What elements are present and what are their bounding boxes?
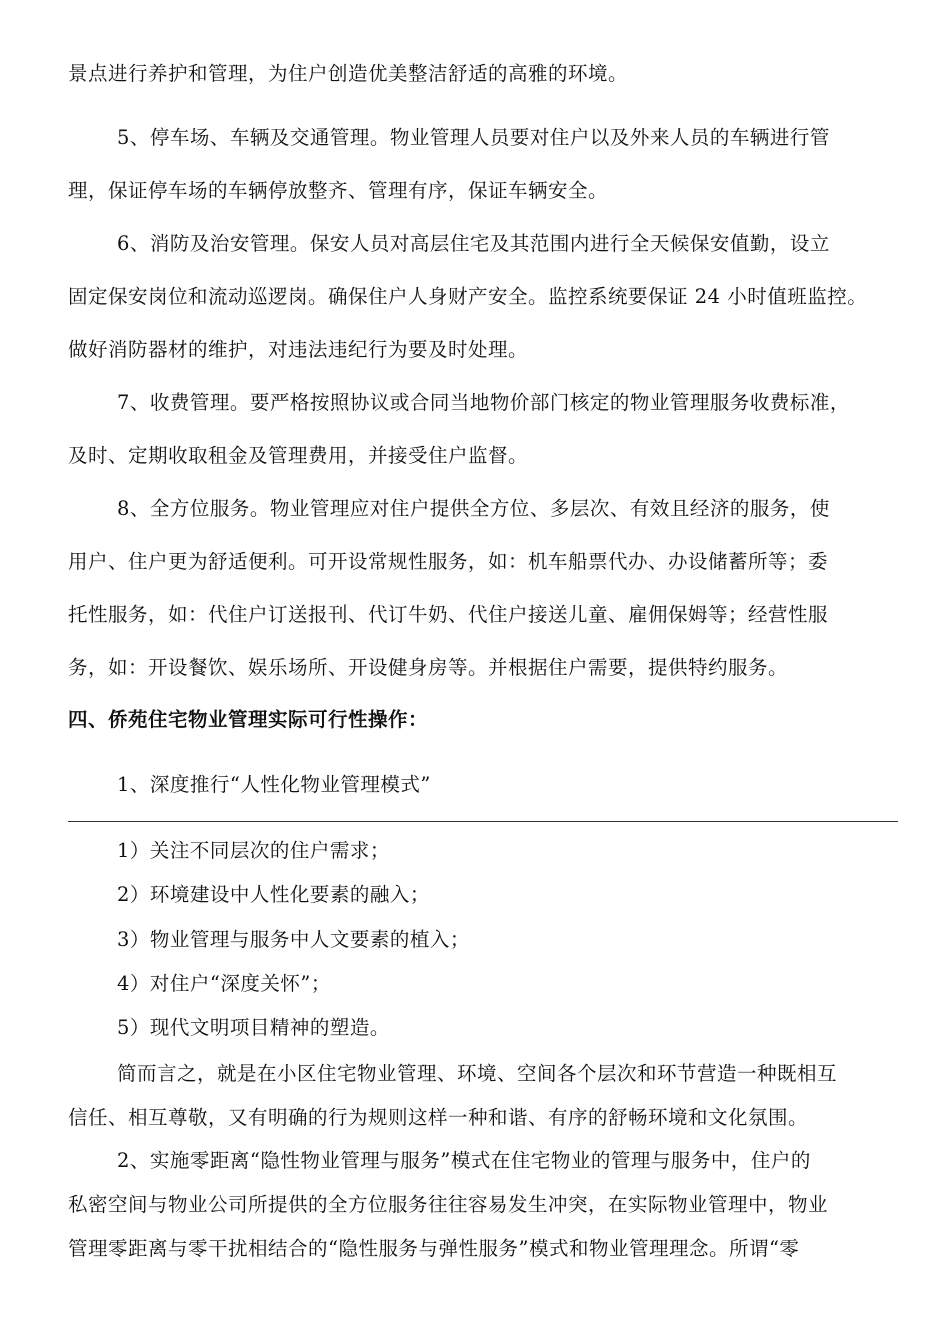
subsection-2-line-2: 私密空间与物业公司所提供的全方位服务往往容易发生冲突，在实际物业管理中，物业 [68,1193,829,1216]
subsection-1-title: 1、深度推行“人性化物业管理模式” [117,773,431,796]
summary-line-2: 信任、相互尊敬，又有明确的行为规则这样一种和谐、有序的舒畅环境和文化氛围。 [68,1106,809,1129]
paragraph-line: 景点进行养护和管理，为住户创造优美整洁舒适的高雅的环境。 [68,62,629,85]
item-5-line-2: 理，保证停车场的车辆停放整齐、管理有序，保证车辆安全。 [68,179,609,202]
list-item: 4）对住户“深度关怀”； [117,972,331,995]
item-6-line-3: 做好消防器材的维护，对违法违纪行为要及时处理。 [68,338,529,361]
item-5-line-1: 5、停车场、车辆及交通管理。物业管理人员要对住户以及外来人员的车辆进行管 [117,126,830,149]
summary-line-1: 简而言之，就是在小区住宅物业管理、环境、空间各个层次和环节营造一种既相互 [117,1062,838,1085]
item-8-line-3: 托性服务，如：代住户订送报刊、代订牛奶、代住户接送儿童、雇佣保姆等；经营性服 [68,603,829,626]
list-item: 1）关注不同层次的住户需求； [117,839,390,862]
item-8-line-2: 用户、住户更为舒适便利。可开设常规性服务，如：机车船票代办、办设储蓄所等；委 [68,550,829,573]
item-6-line-2: 固定保安岗位和流动巡逻岗。确保住户人身财产安全。监控系统要保证 24 小时值班监控。 [68,285,868,308]
list-item: 3）物业管理与服务中人文要素的植入； [117,928,470,951]
item-6-line-1: 6、消防及治安管理。保安人员对高层住宅及其范围内进行全天候保安值勤，设立 [117,232,830,255]
item-8-line-4: 务，如：开设餐饮、娱乐场所、开设健身房等。并根据住户需要，提供特约服务。 [68,656,789,679]
list-item: 2）环境建设中人性化要素的融入； [117,883,430,906]
section-heading: 四、侨苑住宅物业管理实际可行性操作： [68,708,429,731]
subsection-2-line-1: 2、实施零距离“隐性物业管理与服务”模式在住宅物业的管理与服务中，住户的 [117,1149,811,1172]
item-7-line-1: 7、收费管理。要严格按照协议或合同当地物价部门核定的物业管理服务收费标准， [117,391,850,414]
item-7-line-2: 及时、定期收取租金及管理费用，并接受住户监督。 [68,444,529,467]
item-8-line-1: 8、全方位服务。物业管理应对住户提供全方位、多层次、有效且经济的服务，使 [117,497,830,520]
horizontal-divider [68,821,898,822]
list-item: 5）现代文明项目精神的塑造。 [117,1016,390,1039]
subsection-2-line-3: 管理零距离与零干扰相结合的“隐性服务与弹性服务”模式和物业管理理念。所谓“零 [68,1237,800,1260]
